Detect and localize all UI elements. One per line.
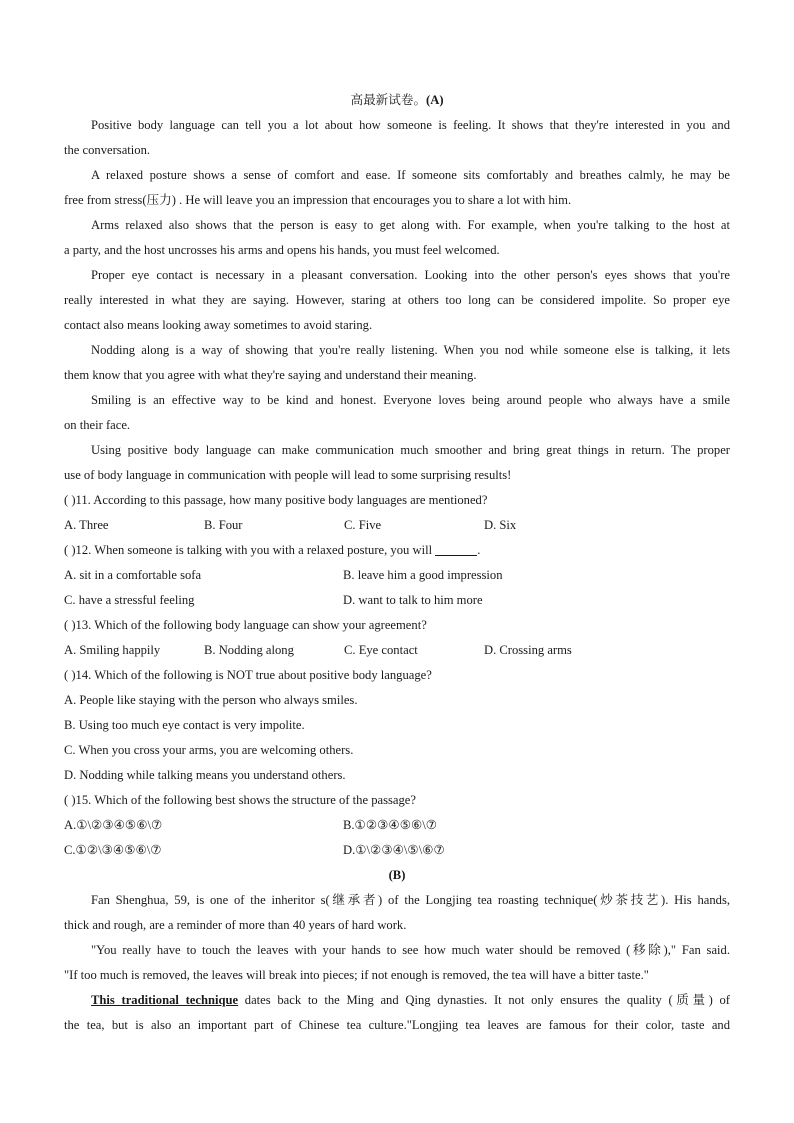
options-row [64, 813, 730, 838]
exam-page [64, 88, 730, 1038]
passage-line: Proper eye contact is necessary in a pleasant conversation. Looking into the other person's eyes shows that you're [91, 268, 730, 282]
question-stem: ( )12. When someone is talking with you with a relaxed posture, you will [64, 543, 433, 557]
option-a: A.①\②③④⑤⑥\⑦ [64, 818, 163, 832]
passage-line: thick and rough, are a reminder of more than 40 years of hard work. [64, 918, 407, 932]
question-12 [64, 538, 730, 613]
passage-line: Arms relaxed also shows that the person is easy to get along with. For example, when you're talking to the host at [91, 218, 730, 232]
options-row [64, 638, 730, 663]
question-stem: ( )11. According to this passage, how many positive body languages are mentioned? [64, 493, 488, 507]
passage-line: on their face. [64, 418, 131, 432]
passage-line: free from stress(压力) . He will leave you an impression that encourages you to share a lot with him. [64, 193, 572, 207]
question-15 [64, 788, 730, 863]
option-d: D.①\②③④\⑤\⑥⑦ [343, 843, 445, 857]
question-stem: ( )13. Which of the following body language can show your agreement? [64, 618, 427, 632]
stem-end: . [477, 543, 481, 557]
passage-line: Smiling is an effective way to be kind and honest. Everyone loves being around people who always have a smile [91, 393, 730, 407]
passage-line: Using positive body language can make communication much smoother and bring great things in return. The proper [91, 443, 730, 457]
options-row [64, 563, 730, 588]
options-row [64, 838, 730, 863]
option-b: B. Nodding along [204, 643, 294, 657]
passage-line: really interested in what they are saying. However, staring at others too long can be considered impolite. So proper eye [64, 293, 730, 307]
passage-line: a party, and the host uncrosses his arms and opens his hands, you must feel welcomed. [64, 243, 500, 257]
question-14 [64, 663, 730, 788]
option-c: C. Eye contact [344, 643, 418, 657]
option-a: A. Three [64, 518, 109, 532]
title-a-text: 高最新试卷。 [350, 93, 427, 107]
option-b: B. leave him a good impression [343, 568, 503, 582]
passage-b [64, 888, 730, 1038]
options-row [64, 513, 730, 538]
option-c: C. Five [344, 518, 382, 532]
option-c: C. When you cross your arms, you are welcoming others. [64, 743, 354, 757]
option-b: B.①②③④⑤⑥\⑦ [343, 818, 438, 832]
passage-line: Positive body language can tell you a lot about how someone is feeling. It shows that they're interested in you and [91, 118, 730, 132]
question-13 [64, 613, 730, 663]
option-d: D. Crossing arms [484, 643, 572, 657]
option-c: C.①②\③④⑤⑥\⑦ [64, 843, 162, 857]
option-c: C. have a stressful feeling [64, 593, 195, 607]
option-a: A. People like staying with the person who always smiles. [64, 693, 358, 707]
option-d: D. Six [484, 518, 517, 532]
passage-line: Nodding along is a way of showing that you're really listening. When you nod while someone else is talking, it lets [91, 343, 730, 357]
question-stem: ( )14. Which of the following is NOT true about positive body language? [64, 668, 432, 682]
option-b: B. Four [204, 518, 243, 532]
passage-line: "If too much is removed, the leaves will break into pieces; if not enough is removed, the tea will have a bitter taste." [64, 968, 649, 982]
passage-a [64, 113, 730, 488]
option-a: A. sit in a comfortable sofa [64, 568, 202, 582]
passage-line: contact also means looking away sometimes to avoid staring. [64, 318, 373, 332]
passage-line: the conversation. [64, 143, 151, 157]
section-b-title [64, 863, 730, 888]
underlined-phrase: This traditional technique [91, 993, 239, 1007]
option-b: B. Using too much eye contact is very impolite. [64, 718, 305, 732]
passage-line: Fan Shenghua, 59, is one of the inheritor s(继承者) of the Longjing tea roasting technique(炒茶技艺). His hands, [91, 893, 730, 907]
question-stem-row [64, 538, 730, 563]
answer-blank [435, 541, 477, 556]
passage-line: the tea, but is also an important part of Chinese tea culture."Longjing tea leaves are famous for their color, taste and [64, 1018, 730, 1032]
option-d: D. want to talk to him more [343, 593, 483, 607]
section-a-title [64, 88, 730, 113]
passage-line: "You really have to touch the leaves with your hands to see how much water should be removed (移除)," Fan said. [91, 943, 730, 957]
question-11 [64, 488, 730, 538]
options-row [64, 588, 730, 613]
option-a: A. Smiling happily [64, 643, 161, 657]
passage-line-row [64, 988, 730, 1013]
passage-line: A relaxed posture shows a sense of comfort and ease. If someone sits comfortably and breathes calmly, he may be [91, 168, 730, 182]
option-d: D. Nodding while talking means you understand others. [64, 768, 346, 782]
passage-line: use of body language in communication with people will lead to some surprising results! [64, 468, 512, 482]
question-stem: ( )15. Which of the following best shows the structure of the passage? [64, 793, 416, 807]
passage-line: them know that you agree with what they're saying and understand their meaning. [64, 368, 477, 382]
passage-line-rest: dates back to the Ming and Qing dynasties. It not only ensures the quality (质量) of [238, 993, 730, 1007]
title-b-text: (B) [388, 868, 406, 882]
title-a-tag: (A) [426, 93, 444, 107]
